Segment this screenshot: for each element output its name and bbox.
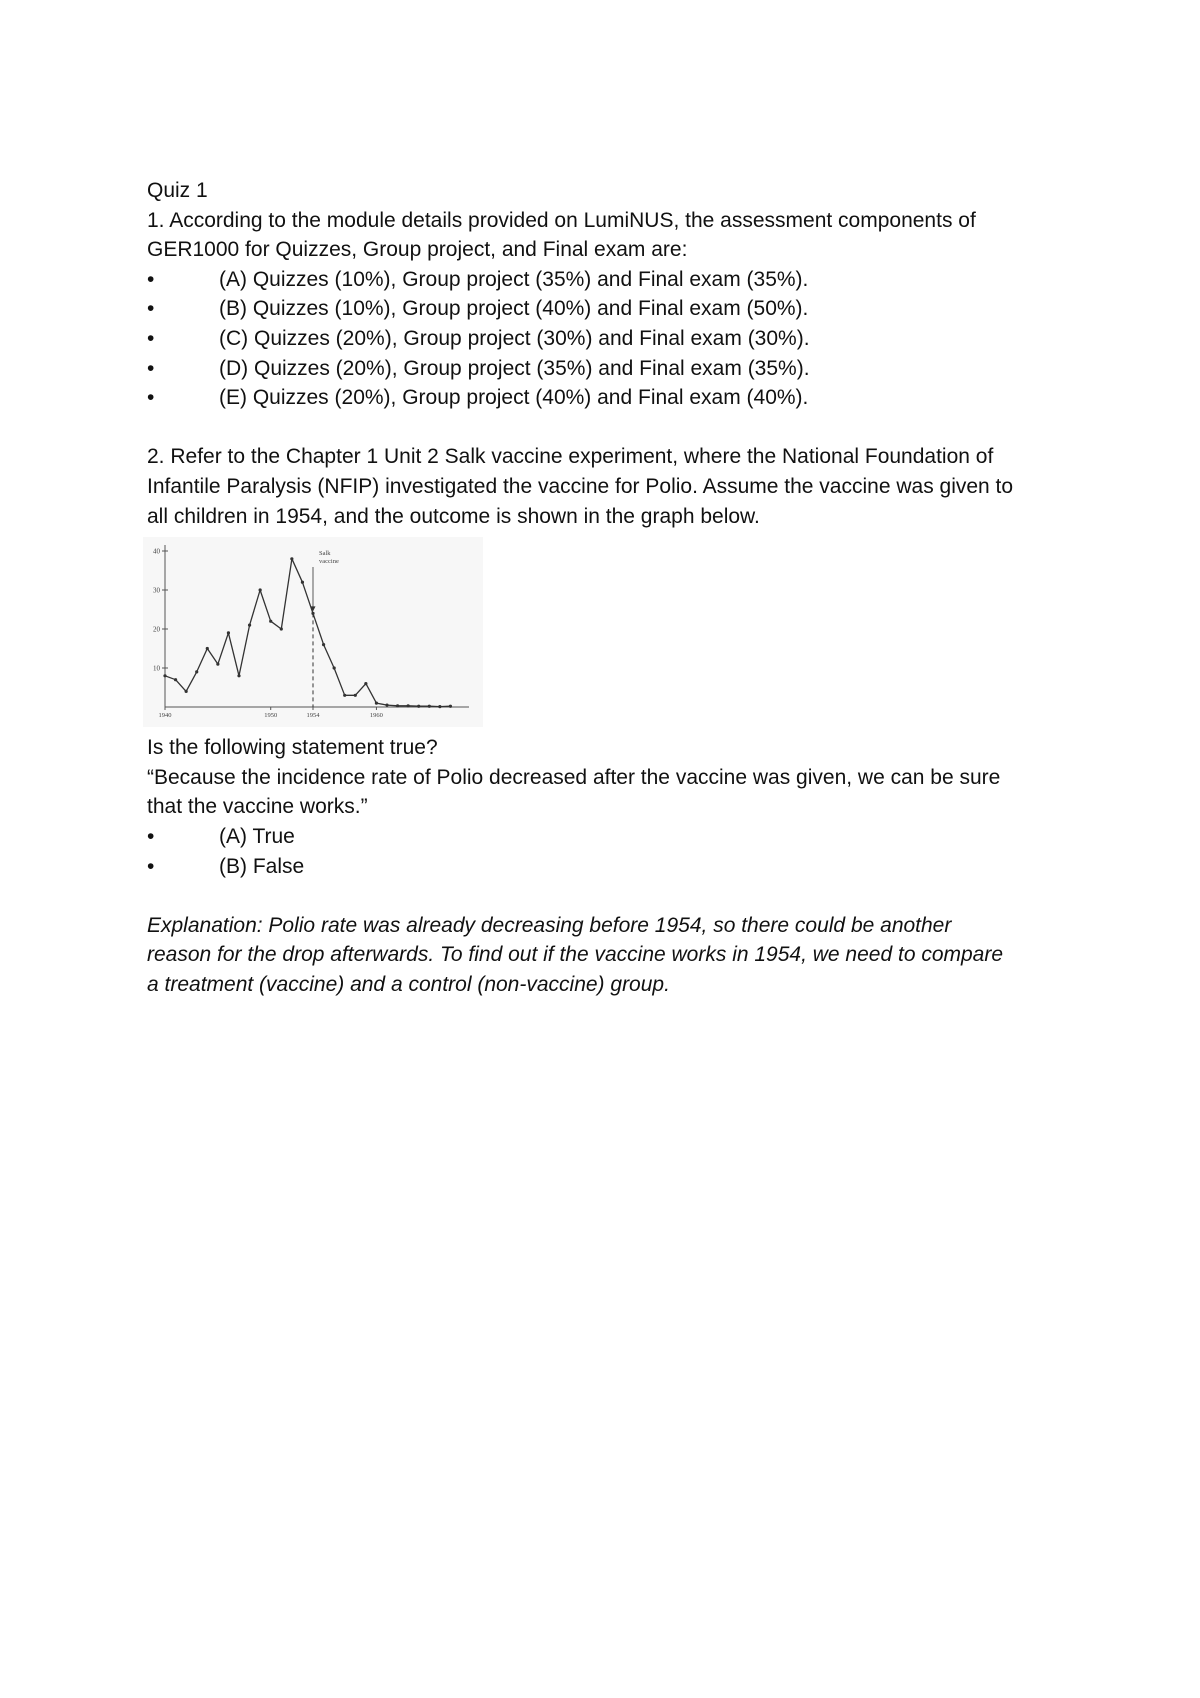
explanation-line-2: reason for the drop afterwards. To find out if the vaccine works in 1954, we need to compare (147, 943, 1004, 967)
x-tick-label: 1960 (369, 712, 383, 720)
bullet-icon: • (147, 297, 155, 321)
q1-option-c-text: (C) Quizzes (20%), Group project (30%) and Final exam (30%). (219, 326, 810, 350)
bullet-icon: • (147, 356, 155, 380)
data-point (333, 667, 336, 670)
data-point (237, 674, 240, 677)
data-point (248, 624, 251, 627)
q1-option-e (147, 383, 1077, 413)
y-tick-label: 20 (153, 625, 160, 634)
explanation-line-3: a treatment (vaccine) and a control (non-vaccine) group. (147, 972, 670, 996)
y-tick-label: 40 (153, 547, 160, 556)
x-tick-label: 1954 (306, 712, 320, 720)
q2-option-a (147, 822, 1077, 852)
data-point (227, 631, 230, 634)
data-point (364, 682, 367, 685)
y-tick-label: 10 (153, 664, 160, 673)
x-tick-label: 1940 (158, 712, 172, 720)
bullet-icon: • (147, 326, 155, 350)
q1-option-e-text: (E) Quizzes (20%), Group project (40%) and Final exam (40%). (219, 386, 809, 410)
x-tick-label: 1950 (264, 712, 278, 720)
explanation-line-1: Explanation: Polio rate was already decreasing before 1954, so there could be another (147, 913, 952, 937)
data-point (280, 628, 283, 631)
q1-option-c (147, 324, 1077, 354)
data-point (449, 705, 452, 708)
data-point (438, 705, 441, 708)
data-point (375, 702, 378, 705)
bullet-icon: • (147, 386, 155, 410)
data-point (206, 647, 209, 650)
data-point (343, 694, 346, 697)
data-point (216, 663, 219, 666)
y-tick-label: 30 (153, 586, 160, 595)
data-point (163, 674, 166, 677)
q1-option-b (147, 294, 1077, 324)
q2-option-b-text: (B) False (219, 854, 305, 878)
paragraph-spacer (147, 881, 1077, 911)
q2-option-b (147, 852, 1077, 882)
q1-option-a-text: (A) Quizzes (10%), Group project (35%) and Final exam (35%). (219, 267, 809, 291)
data-point (195, 670, 198, 673)
bullet-icon: • (147, 854, 155, 878)
q2-statement-line-1: “Because the incidence rate of Polio decreased after the vaccine was given, we can be sure (147, 765, 1001, 789)
vaccine-annotation-label: Salk (319, 550, 331, 558)
data-point (185, 690, 188, 693)
data-point (290, 557, 293, 560)
paragraph-spacer (147, 413, 1077, 443)
data-point (174, 678, 177, 681)
q1-option-d-text: (D) Quizzes (20%), Group project (35%) and Final exam (35%). (219, 356, 810, 380)
data-point (322, 643, 325, 646)
bullet-icon: • (147, 267, 155, 291)
vaccine-annotation-label: vaccine (319, 558, 339, 566)
question-1-line-1: 1. According to the module details provided on LumiNUS, the assessment components of (147, 208, 976, 232)
data-point (259, 589, 262, 592)
q1-option-a (147, 265, 1077, 295)
q1-option-b-text: (B) Quizzes (10%), Group project (40%) and Final exam (50%). (219, 297, 809, 321)
document-page (147, 176, 1077, 999)
q1-option-d (147, 354, 1077, 384)
data-point (428, 705, 431, 708)
q2-statement-line-2: that the vaccine works.” (147, 795, 368, 819)
bullet-icon: • (147, 824, 155, 848)
q2-option-a-text: (A) True (219, 824, 295, 848)
question-2-line-1: 2. Refer to the Chapter 1 Unit 2 Salk vaccine experiment, where the National Foundation of (147, 445, 994, 469)
q2-prompt: Is the following statement true? (147, 736, 438, 760)
data-point (354, 694, 357, 697)
question-2-line-2: Infantile Paralysis (NFIP) investigated the vaccine for Polio. Assume the vaccine was given to (147, 474, 1014, 498)
question-2-line-3: all children in 1954, and the outcome is shown in the graph below. (147, 504, 760, 528)
data-point (301, 581, 304, 584)
data-point (385, 704, 388, 707)
polio-incidence-chart (143, 537, 483, 727)
data-point (407, 704, 410, 707)
chart-canvas (143, 537, 483, 727)
data-point (396, 704, 399, 707)
data-point (269, 620, 272, 623)
data-point (417, 705, 420, 708)
quiz-title: Quiz 1 (147, 179, 208, 202)
question-1-line-2: GER1000 for Quizzes, Group project, and Final exam are: (147, 238, 688, 262)
